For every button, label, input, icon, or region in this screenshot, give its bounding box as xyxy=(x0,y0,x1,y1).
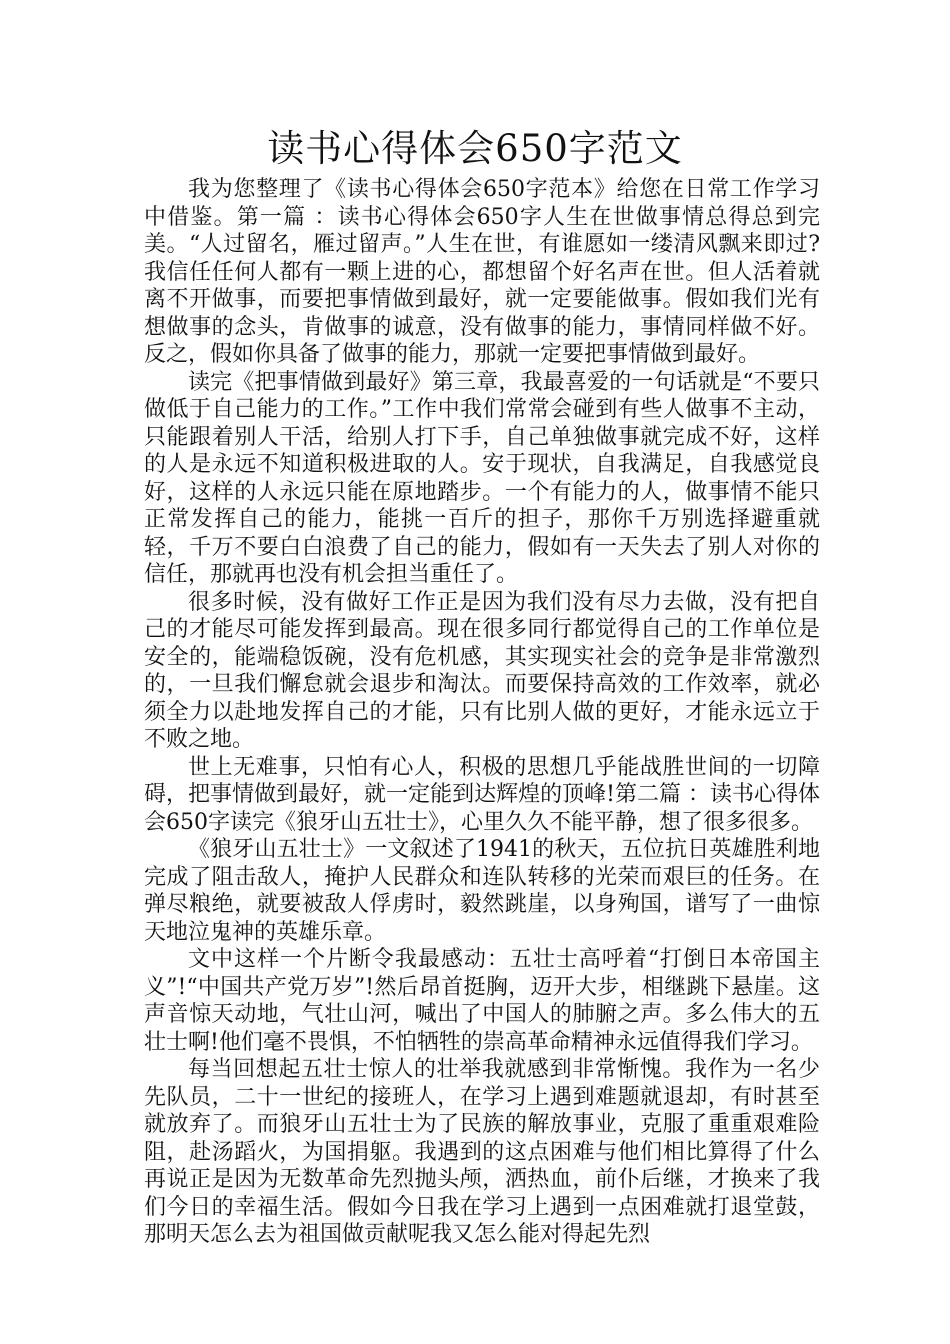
paragraph-5: 《狼牙山五壮士》一文叙述了1941的秋天，五位抗日英雄胜利地完成了阻击敌人，掩护人民群众和连队转移的光荣而艰巨的任务。在弹尽粮绝，就要被敌人俘虏时，毅然跳崖，以身殉国，谱写了一曲惊天地泣鬼神的英雄乐章。 xyxy=(144,837,820,945)
document-title: 读书心得体会650字范文 xyxy=(267,127,683,170)
paragraph-3: 很多时候，没有做好工作正是因为我们没有尽力去做，没有把自己的才能尽可能发挥到最高。现在很多同行都觉得自己的工作单位是安全的，能端稳饭碗，没有危机感，其实现实社会的竞争是非常激烈的，一旦我们懈怠就会退步和淘汰。而要保持高效的工作效率，就必须全力以赴地发挥自己的才能，只有比别人做的更好，才能永远立于不败之地。 xyxy=(144,589,820,752)
paragraph-6: 文中这样一个片断令我最感动：五壮士高呼着“打倒日本帝国主义”!“中国共产党万岁”!然后昂首挺胸，迈开大步，相继跳下悬崖。这声音惊天动地，气壮山河，喊出了中国人的肺腑之声。多么伟大的五壮士啊!他们毫不畏惧，不怕牺牲的崇高革命精神永远值得我们学习。 xyxy=(144,947,820,1055)
document-body xyxy=(144,176,820,1249)
paragraph-4: 世上无难事，只怕有心人，积极的思想几乎能战胜世间的一切障碍，把事情做到最好，就一定能到达辉煌的顶峰!第二篇 ：读书心得体会650字读完《狼牙山五壮士》，心里久久不能平静，想了很多很多。 xyxy=(144,754,820,835)
paragraph-1: 我为您整理了《读书心得体会650字范本》给您在日常工作学习中借鉴。第一篇 ：读书心得体会650字人生在世做事情总得总到完美。“人过留名，雁过留声。”人生在世，有谁愿如一缕清风飘来即过?我信任任何人都有一颗上进的心，都想留个好名声在世。但人活着就离不开做事，而要把事情做到最好，就一定要能做事。假如我们光有想做事的念头，肯做事的诚意，没有做事的能力，事情同样做不好。反之，假如你具备了做事的能力，那就一定要把事情做到最好。 xyxy=(144,177,820,367)
paragraph-2: 读完《把事情做到最好》第三章，我最喜爱的一句话就是“不要只做低于自己能力的工作。”工作中我们常常会碰到有些人做事不主动，只能跟着别人干活，给别人打下手，自己单独做事就完成不好，这样的人是永远不知道积极进取的人。安于现状，自我满足，自我感觉良好，这样的人永远只能在原地踏步。一个有能力的人，做事情不能只正常发挥自己的能力，能挑一百斤的担子，那你千万别选择避重就轻，千万不要白白浪费了自己的能力，假如有一天失去了别人对你的信任，那就再也没有机会担当重任了。 xyxy=(144,369,820,587)
paragraph-7: 每当回想起五壮士惊人的壮举我就感到非常惭愧。我作为一名少先队员，二十一世纪的接班人，在学习上遇到难题就退却，有时甚至就放弃了。而狼牙山五壮士为了民族的解放事业，克服了重重艰难险阻，赴汤蹈火，为国捐躯。我遇到的这点困难与他们相比算得了什么再说正是因为无数革命先烈抛头颅，洒热血，前仆后继，才换来了我们今日的幸福生活。假如今日我在学习上遇到一点困难就打退堂鼓，那明天怎么去为祖国做贡献呢我又怎么能对得起先烈 xyxy=(144,1057,820,1247)
